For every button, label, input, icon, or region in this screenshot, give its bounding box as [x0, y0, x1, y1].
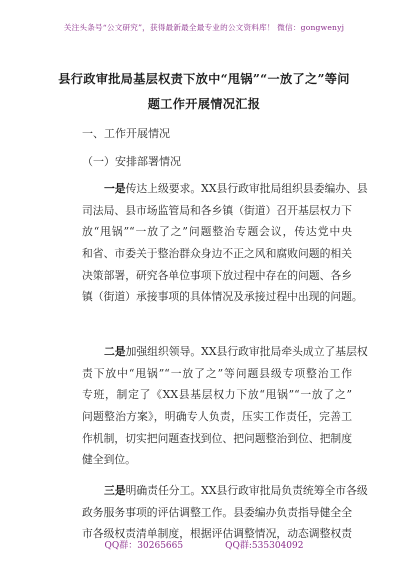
paragraph-line: 放“甩锅”“一放了之”问题整治专题会议，传达党中央 — [82, 225, 352, 239]
paragraph-line: 政务服务事项的评估调整工作。县委编办负责指导健全全 — [82, 505, 352, 519]
document-title-line-1: 县行政审批局基层权责下放中“甩锅”“一放了之”等问 — [58, 72, 350, 86]
paragraph-lead: 二是 — [104, 345, 126, 358]
paragraph-2 — [82, 341, 368, 471]
paragraph-line: 问题整治方案》，明确专人负责，压实工作责任，完善工 — [82, 410, 352, 424]
paragraph-line: 市各级权责清单制度，根据评估调整情况，动态调整权责 — [82, 527, 352, 541]
paragraph-line: 作机制，切实把问题查找到位、把问题整治到位、把制度 — [82, 431, 352, 445]
paragraph-line: 二是加强组织领导。XX县行政审批局牵头成立了基层权 — [104, 345, 368, 358]
paragraph-line: 三是明确责任分工。XX县行政审批局负责统筹全市各级 — [104, 484, 368, 497]
paragraph-line: 司法局、县市场监管局和各乡镇（街道）召开基层权力下 — [82, 203, 352, 217]
paragraph-3 — [82, 480, 368, 545]
section-heading: 一、工作开展情况 — [82, 127, 170, 140]
paragraph-lead: 一是 — [104, 182, 126, 195]
subsection-heading: （一）安排部署情况 — [82, 155, 181, 168]
paragraph-line: 和省、市委关于整治群众身边不正之风和腐败问题的相关 — [82, 247, 352, 261]
paragraph-1 — [82, 178, 368, 308]
paragraph-lead: 三是 — [104, 484, 126, 497]
header-banner: 关注头条号“公文研究”，获得最新最全最专业的公文资料库！ 微信：gongwenyj — [63, 23, 345, 32]
footer-qq-group-2: QQ群:535304092 — [225, 541, 304, 551]
document-title-line-2: 题工作开展情况汇报 — [147, 97, 261, 111]
paragraph-line: 决策部署，研究各单位事项下放过程中存在的问题、各乡 — [82, 268, 352, 282]
footer-contact — [0, 538, 408, 551]
paragraph-line: 专班，制定了《XX县基层权力下放“甩锅”“一放了之” — [82, 388, 352, 402]
footer-qq-group-1: QQ群：30265665 — [104, 541, 184, 551]
paragraph-line: 责下放中“甩锅”“一放了之”等问题县级专项整治工作 — [82, 366, 352, 380]
paragraph-line: 健全到位。 — [82, 453, 136, 467]
paragraph-line: 一是传达上级要求。XX县行政审批局组织县委编办、县 — [104, 182, 368, 195]
paragraph-line: 镇（街道）承接事项的具体情况及承接过程中出现的问题。 — [82, 290, 363, 304]
